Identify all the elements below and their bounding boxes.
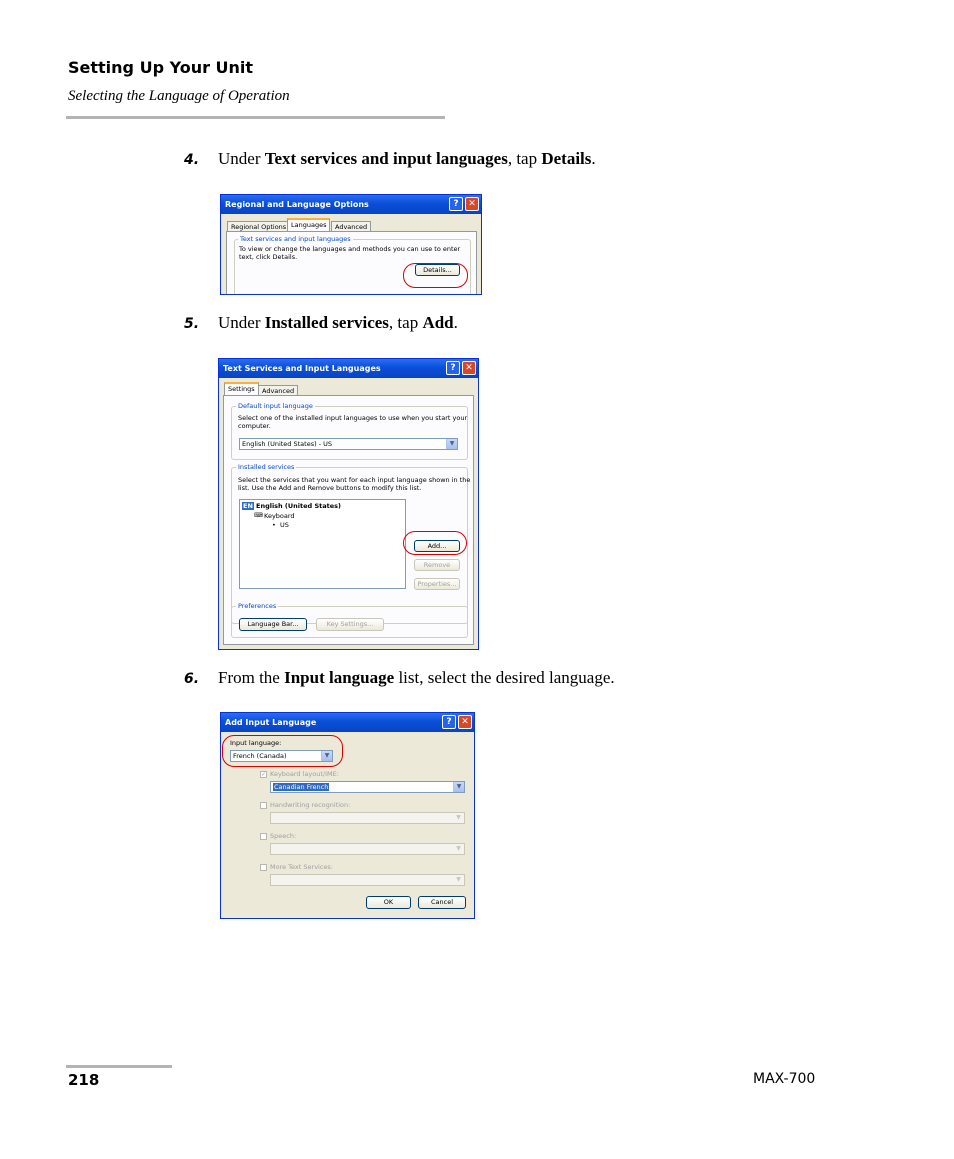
step-6 — [184, 668, 615, 688]
chevron-down-icon[interactable]: ▼ — [453, 782, 464, 792]
dialog-title-bar — [221, 713, 474, 732]
tab-panel — [223, 395, 474, 645]
language-bar-button[interactable]: Language Bar... — [239, 618, 307, 631]
list-item-layout[interactable]: US — [280, 521, 289, 529]
handwriting-select[interactable] — [270, 812, 465, 824]
step-5 — [184, 313, 458, 333]
dialog-title-bar — [219, 359, 478, 378]
help-icon[interactable]: ? — [449, 197, 463, 211]
group-title: Text services and input languages — [240, 235, 351, 243]
cancel-button[interactable]: Cancel — [418, 896, 466, 909]
step-bold-term: Installed services — [264, 313, 389, 332]
chevron-down-icon[interactable]: ▼ — [453, 875, 464, 885]
list-item-keyboard[interactable]: Keyboard — [264, 512, 295, 520]
select-value: Canadian French — [274, 783, 329, 791]
speech-checkbox[interactable] — [260, 833, 267, 840]
installed-services-list[interactable] — [239, 499, 406, 589]
tab-settings[interactable]: Settings — [224, 382, 259, 395]
description-line-2: text, click Details. — [239, 253, 298, 261]
more-services-label: More Text Services: — [270, 863, 333, 871]
step-number: 4. — [184, 152, 200, 168]
close-icon[interactable]: ✕ — [465, 197, 479, 211]
dialog-title: Add Input Language — [225, 718, 317, 727]
step-text: . — [591, 149, 596, 168]
bullet-icon: • — [272, 521, 276, 529]
group-title: Installed services — [238, 463, 295, 471]
tab-advanced[interactable]: Advanced — [258, 385, 298, 396]
keyboard-layout-label: Keyboard layout/IME: — [270, 770, 339, 778]
step-text: list, select the desired language. — [394, 668, 615, 687]
text-services-dialog — [218, 358, 479, 650]
close-icon[interactable]: ✕ — [462, 361, 476, 375]
step-text: , tap — [507, 149, 542, 168]
chevron-down-icon[interactable]: ▼ — [321, 751, 332, 761]
help-icon[interactable]: ? — [446, 361, 460, 375]
step-text: . — [453, 313, 458, 332]
product-name: MAX-700 — [753, 1071, 816, 1087]
description-line-1: To view or change the languages and methods you can use to enter — [239, 245, 461, 253]
add-button[interactable]: Add... — [414, 540, 460, 552]
keyboard-layout-checkbox[interactable]: ✓ — [261, 771, 267, 778]
details-button[interactable]: Details... — [415, 264, 460, 276]
input-language-label: Input language: — [230, 739, 282, 747]
step-text: Under — [218, 313, 265, 332]
tab-advanced[interactable]: Advanced — [331, 221, 371, 232]
step-bold-term: Input language — [284, 668, 395, 687]
step-number: 6. — [184, 671, 200, 687]
select-value: English (United States) - US — [242, 440, 332, 448]
more-services-checkbox[interactable] — [260, 864, 267, 871]
step-4 — [184, 149, 596, 169]
running-header-subtitle: Selecting the Language of Operation — [68, 88, 290, 104]
default-language-select[interactable] — [239, 438, 458, 450]
dialog-title-bar — [221, 195, 481, 214]
description-line-1: Select the services that you want for each input language shown in the — [238, 476, 471, 484]
header-rule — [66, 116, 445, 119]
more-services-select[interactable] — [270, 874, 465, 886]
key-settings-button[interactable]: Key Settings... — [316, 618, 384, 631]
page-number: 218 — [68, 1071, 100, 1089]
chevron-down-icon[interactable]: ▼ — [446, 439, 457, 449]
step-bold-term: Details — [541, 149, 592, 168]
running-header-title: Setting Up Your Unit — [68, 58, 254, 77]
help-icon[interactable]: ? — [442, 715, 456, 729]
group-title: Preferences — [238, 602, 277, 610]
dialog-title: Regional and Language Options — [225, 200, 369, 209]
step-text: Under — [218, 149, 265, 168]
highlight-ring — [403, 531, 467, 555]
keyboard-icon: ⌨ — [254, 512, 263, 519]
description-line-2: computer. — [238, 422, 271, 430]
tab-regional-options[interactable]: Regional Options — [227, 221, 290, 232]
group-title: Default input language — [238, 402, 313, 410]
select-value: French (Canada) — [233, 752, 287, 760]
properties-button[interactable]: Properties... — [414, 578, 460, 590]
description-line-2: list. Use the Add and Remove buttons to modify this list. — [238, 484, 422, 492]
step-text: , tap — [388, 313, 423, 332]
highlight-ring — [222, 735, 343, 767]
description-line-1: Select one of the installed input languages to use when you start your — [238, 414, 468, 422]
highlight-ring — [403, 263, 468, 288]
step-bold-term: Text services and input languages — [264, 149, 508, 168]
close-icon[interactable]: ✕ — [458, 715, 472, 729]
ok-button[interactable]: OK — [366, 896, 411, 909]
chevron-down-icon[interactable]: ▼ — [453, 844, 464, 854]
footer-rule — [66, 1065, 172, 1068]
remove-button[interactable]: Remove — [414, 559, 460, 571]
tab-languages[interactable]: Languages — [287, 218, 330, 231]
keyboard-layout-select[interactable] — [270, 781, 465, 793]
step-bold-term: Add — [422, 313, 454, 332]
language-badge: EN — [243, 502, 253, 510]
list-item-language[interactable]: English (United States) — [256, 502, 342, 510]
step-text: From the — [218, 668, 285, 687]
speech-label: Speech: — [270, 832, 297, 840]
step-number: 5. — [184, 316, 200, 332]
speech-select[interactable] — [270, 843, 465, 855]
chevron-down-icon[interactable]: ▼ — [453, 813, 464, 823]
handwriting-checkbox[interactable] — [260, 802, 267, 809]
handwriting-label: Handwriting recognition: — [270, 801, 351, 809]
dialog-title: Text Services and Input Languages — [223, 364, 381, 373]
